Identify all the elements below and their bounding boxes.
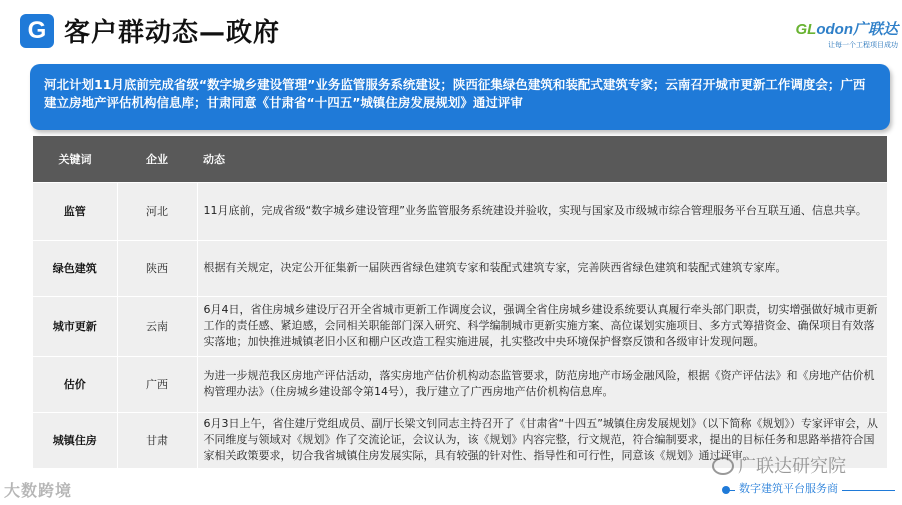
header-entity: 企业: [117, 136, 197, 182]
row-entity: 广西: [117, 356, 197, 412]
brand-tagline: 让每一个工程项目成功: [828, 41, 898, 49]
logo-letter: G: [27, 17, 47, 44]
row-keyword: 估价: [33, 356, 117, 412]
watermark-right-text: 广联达研究院: [738, 456, 846, 477]
glodon-logo-icon: [20, 14, 54, 48]
wechat-icon: [712, 457, 734, 475]
row-keyword: 绿色建筑: [33, 240, 117, 296]
row-entity: 河北: [117, 182, 197, 240]
row-dynamic: 根据有关规定，决定公开征集新一届陕西省绿色建筑专家和装配式建筑专家，完善陕西省绿色建筑和装配式建筑专家库。: [197, 240, 887, 296]
page-title: 客户群动态—政府: [64, 18, 281, 48]
row-entity: 甘肃: [117, 412, 197, 468]
brand-name: [796, 18, 899, 39]
footer-slogan: 数字建筑平台服务商: [735, 480, 842, 496]
header-dynamic: 动态: [197, 136, 887, 182]
row-keyword: 城市更新: [33, 296, 117, 356]
brand-logo: [796, 18, 899, 50]
table-row: [33, 182, 887, 240]
table-row: [33, 356, 887, 412]
watermark-left: 大数跨境: [4, 481, 73, 500]
dynamics-table: [33, 136, 887, 468]
footer-dot-icon: [722, 486, 730, 494]
row-dynamic: 为进一步规范我区房地产评估活动，落实房地产估价机构动态监管要求，防范房地产市场金融风险，根据《资产评估法》和《房地产估价机构管理办法》（住房城乡建设部令第14号），我厅建立了广西房地产估价机构信息库。: [197, 356, 887, 412]
brand-name-rest: odon广联达: [816, 21, 898, 38]
header-keyword: 关键词: [33, 136, 117, 182]
row-entity: 云南: [117, 296, 197, 356]
watermark-right: [712, 452, 846, 478]
brand-name-g: GL: [795, 21, 817, 38]
row-keyword: 城镇住房: [33, 412, 117, 468]
row-keyword: 监管: [33, 182, 117, 240]
row-dynamic: 11月底前，完成省级“数字城乡建设管理”业务监管服务系统建设并验收，实现与国家及市级城市综合管理服务平台互联互通、信息共享。: [197, 182, 887, 240]
table-header-row: [33, 136, 887, 182]
row-dynamic: 6月4日，省住房城乡建设厅召开全省城市更新工作调度会议，强调全省住房城乡建设系统要认真履行牵头部门职责，切实增强做好城市更新工作的责任感、紧迫感，会同相关职能部门深入研究、科学编制城市更新实施方案、高位谋划实施项目、多方式筹措资金、确保项目有效落实落地；加快推进城镇老旧小区和棚户区改造工程实施进展，扎实整改中央环境保护督察反馈和各级审计发现问题。: [197, 296, 887, 356]
row-entity: 陕西: [117, 240, 197, 296]
summary-box: 河北计划11月底前完成省级“数字城乡建设管理”业务监管服务系统建设；陕西征集绿色建筑和装配式建筑专家；云南召开城市更新工作调度会；广西建立房地产评估机构信息库；甘肃同意《甘肃省“十四五”城镇住房发展规划》通过评审: [30, 64, 890, 130]
table-row: [33, 296, 887, 356]
table-row: [33, 240, 887, 296]
row-dynamic: 6月3日上午，省住建厅党组成员、副厅长梁文钊同志主持召开了《甘肃省“十四五”城镇住房发展规划》（以下简称《规划》）专家评审会，从不同维度与领域对《规划》作了交流论证，会议认为，该《规划》内容完整，行文规范，符合编制要求，提出的目标任务和思路举措符合国家相关政策要求，切合我省城镇住房发展实际，具有较强的针对性、指导性和可行性，同意该《规划》通过评审。: [197, 412, 887, 468]
